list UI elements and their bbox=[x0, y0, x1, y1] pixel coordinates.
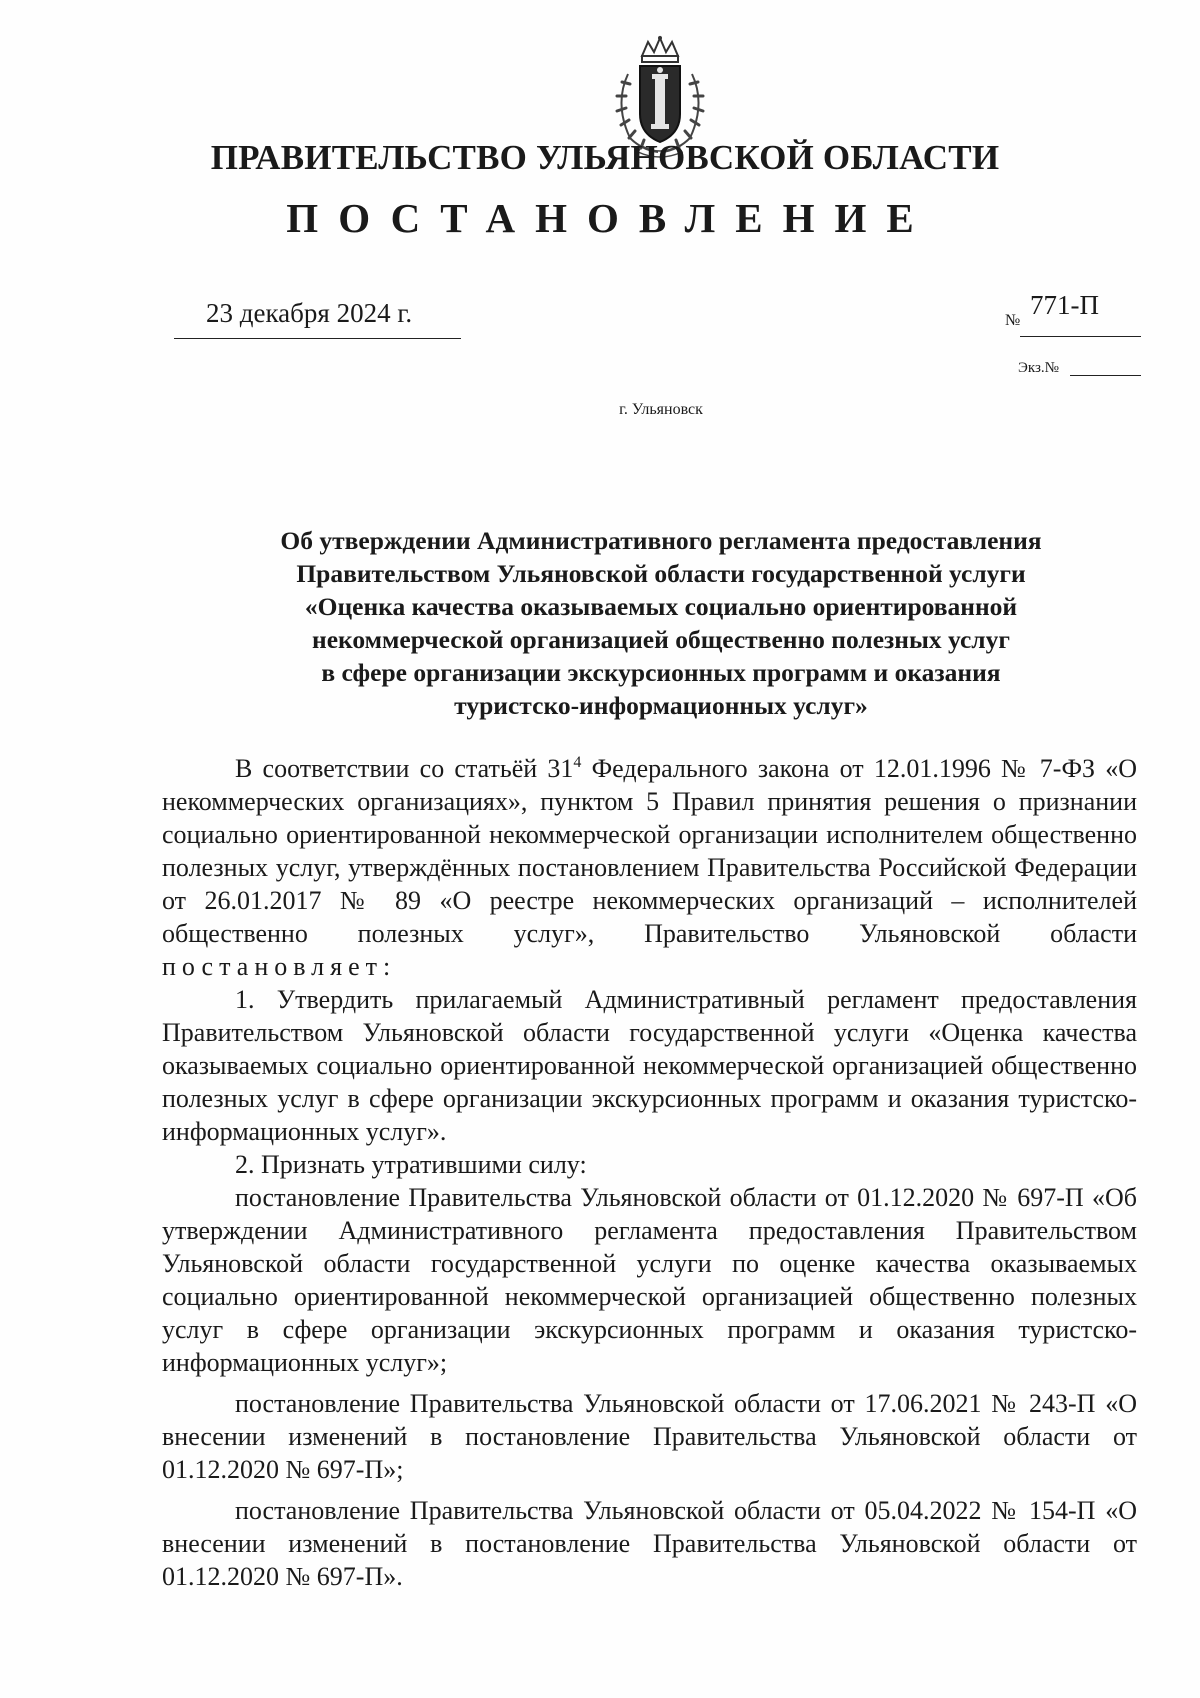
document-heading bbox=[163, 524, 1159, 722]
preamble-text-start: В соответствии со статьёй 31 bbox=[235, 754, 574, 783]
paragraph-repealed-3: постановление Правительства Ульяновской области от 05.04.2022 № 154-П «О внесении изменений в постановление Правительства Ульяновской области от 01.12.2020 № 697-П». bbox=[162, 1496, 1137, 1591]
heading-line: туристско-информационных услуг» bbox=[454, 691, 868, 720]
paragraph-item-1: 1. Утвердить прилагаемый Административный регламент предоставления Правительством Ульяновской области государственной услуги «Оценка качества оказываемых социально ориентированной некоммерческой организацией общественно полезных услуг в сфере организации экскурсионных программ и оказания туристско-информационных услуг». bbox=[162, 985, 1137, 1146]
document-date: 23 декабря 2024 г. bbox=[206, 298, 413, 328]
paragraph-preamble bbox=[162, 752, 1137, 983]
copy-number-label: Экз.№ bbox=[1018, 360, 1059, 376]
paragraph-item-2: 2. Признать утратившими силу: bbox=[235, 1150, 587, 1179]
resolves-word: постановляет bbox=[162, 952, 384, 981]
paragraph-repealed-2: постановление Правительства Ульяновской области от 17.06.2021 № 243-П «О внесении изменений в постановление Правительства Ульяновской области от 01.12.2020 № 697-П»; bbox=[162, 1389, 1137, 1484]
heading-line: некоммерческой организацией общественно полезных услуг bbox=[312, 625, 1010, 654]
paragraph-repealed-1: постановление Правительства Ульяновской области от 01.12.2020 № 697-П «Об утверждении Административного регламента предоставления Правительством Ульяновской области государственной услуги по оценке качества оказываемых социально ориентированной некоммерческой организацией общественно полезных услуг в сфере организации экскурсионных программ и оказания туристско-информационных услуг»; bbox=[162, 1183, 1137, 1377]
heading-line: Об утверждении Административного регламента предоставления bbox=[280, 526, 1042, 555]
heading-line: «Оценка качества оказываемых социально ориентированной bbox=[304, 592, 1018, 621]
preamble-text-body: Федерального закона от 12.01.1996 № 7-ФЗ «О некоммерческих организациях», пунктом 5 Правил принятия решения о признании социально ориентированной некоммерческой организации исполнителем общественно полезных услуг, утверждённых постановлением Правительства Российской Федерации от 26.01.2017 № 89 «О реестре некоммерческих организаций – исполнителей общественно полезных услуг», Правительство Ульяновской области bbox=[162, 754, 1137, 948]
document-body bbox=[162, 752, 1137, 1593]
date-underline bbox=[174, 338, 461, 339]
number-sign: № bbox=[1005, 312, 1021, 329]
government-title: ПРАВИТЕЛЬСТВО УЛЬЯНОВСКОЙ ОБЛАСТИ bbox=[210, 138, 1000, 177]
number-underline bbox=[1020, 336, 1141, 337]
article-superscript: 4 bbox=[573, 754, 582, 771]
copy-number-underline bbox=[1070, 375, 1141, 376]
document-type-title: ПОСТАНОВЛЕНИЕ bbox=[286, 195, 934, 241]
heading-line: Правительством Ульяновской области государственной услуги bbox=[296, 559, 1026, 588]
document-number: 771-П bbox=[1030, 290, 1099, 320]
preamble-colon: : bbox=[383, 952, 391, 981]
city-name: г. Ульяновск bbox=[619, 401, 703, 418]
heading-line: в сфере организации экскурсионных программ и оказания bbox=[321, 658, 1001, 687]
